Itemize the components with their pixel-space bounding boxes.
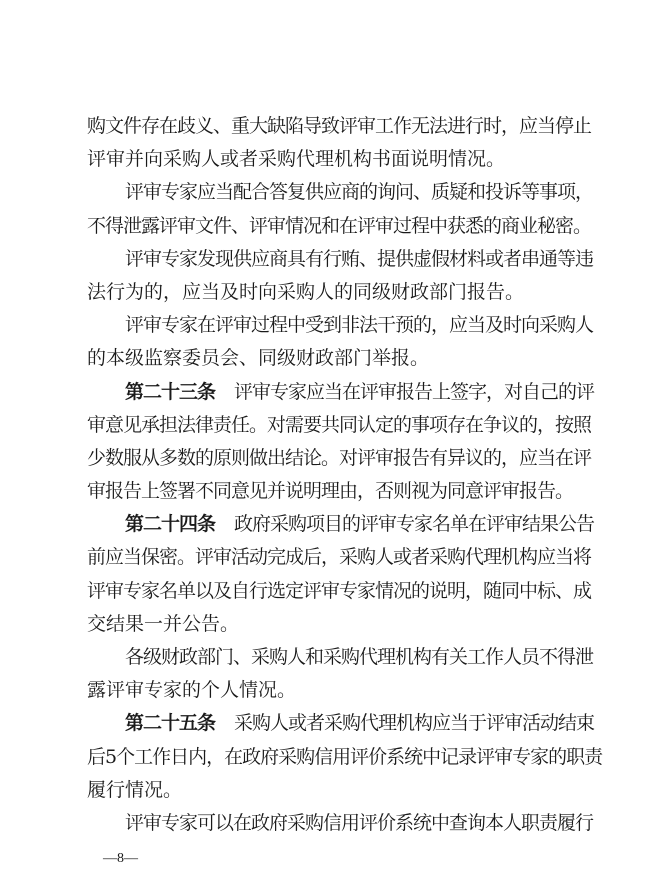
article-heading: 第二十四条: [125, 513, 216, 536]
text-line: [87, 707, 595, 740]
line-text: 少数服从多数的原则做出结论。对评审报告有异议的，应当在评: [87, 446, 592, 469]
line-text: 评审专家名单以及自行选定评审专家情况的说明，随同中标、成: [87, 579, 592, 602]
line-text: 交结果一并公告。: [87, 612, 240, 635]
text-line: [87, 674, 584, 707]
page-number: —8—: [103, 851, 138, 866]
article-heading: 第二十五条: [125, 712, 216, 735]
text-line: [87, 508, 595, 541]
line-text: 履行情况。: [87, 778, 183, 801]
line-text: 评审并向采购人或者采购代理机构书面说明情况。: [87, 148, 506, 171]
line-text: 前应当保密。评审活动完成后，采购人或者采购代理机构应当将: [87, 546, 592, 569]
article-heading: 第二十三条: [125, 380, 216, 403]
text-line: [87, 741, 603, 774]
text-line: [87, 243, 594, 276]
line-text: 购文件存在歧义、重大缺陷导致评审工作无法进行时，应当停止: [87, 115, 592, 137]
text-line: [87, 442, 592, 475]
line-text: 采购人或者采购代理机构应当于评审活动结束: [234, 712, 595, 735]
line-text: 的本级监察委员会、同级财政部门举报。: [87, 347, 430, 370]
text-line: [87, 210, 592, 243]
text-line: [87, 641, 594, 674]
text-line: [87, 774, 584, 807]
text-line: [87, 575, 592, 608]
line-text: 露评审专家的个人情况。: [87, 679, 297, 702]
line-text: 评审专家应当配合答复供应商的询问、质疑和投诉等事项，: [125, 181, 594, 204]
line-text: 后5个工作日内，在政府采购信用评价系统中记录评审专家的职责: [87, 745, 603, 768]
document-body: [87, 110, 603, 840]
line-text: 法行为的，应当及时向采购人的同级财政部门报告。: [87, 280, 525, 303]
text-line: [87, 176, 594, 209]
text-line: [87, 541, 592, 574]
text-line: [87, 475, 584, 508]
line-text: 评审专家可以在政府采购信用评价系统中查询本人职责履行: [125, 811, 594, 834]
text-line: [87, 376, 595, 409]
line-text: 评审专家在评审过程中受到非法干预的，应当及时向采购人: [125, 314, 594, 337]
text-line: [87, 608, 584, 641]
text-line: [87, 143, 584, 176]
text-line: [87, 409, 592, 442]
text-line: [87, 807, 594, 840]
line-text: 评审专家应当在评审报告上签字，对自己的评: [234, 380, 595, 403]
line-text: 审意见承担法律责任。对需要共同认定的事项存在争议的，按照: [87, 413, 592, 436]
line-text: 不得泄露评审文件、评审情况和在评审过程中获悉的商业秘密。: [87, 214, 592, 237]
line-text: 各级财政部门、采购人和采购代理机构有关工作人员不得泄: [125, 646, 594, 668]
text-line: [87, 342, 584, 375]
line-text: 评审专家发现供应商具有行贿、提供虚假材料或者串通等违: [125, 247, 594, 270]
text-line: [87, 276, 584, 309]
text-line: [87, 110, 592, 143]
line-text: 政府采购项目的评审专家名单在评审结果公告: [234, 513, 595, 536]
text-line: [87, 309, 594, 342]
line-text: 审报告上签署不同意见并说明理由，否则视为同意评审报告。: [87, 480, 574, 503]
